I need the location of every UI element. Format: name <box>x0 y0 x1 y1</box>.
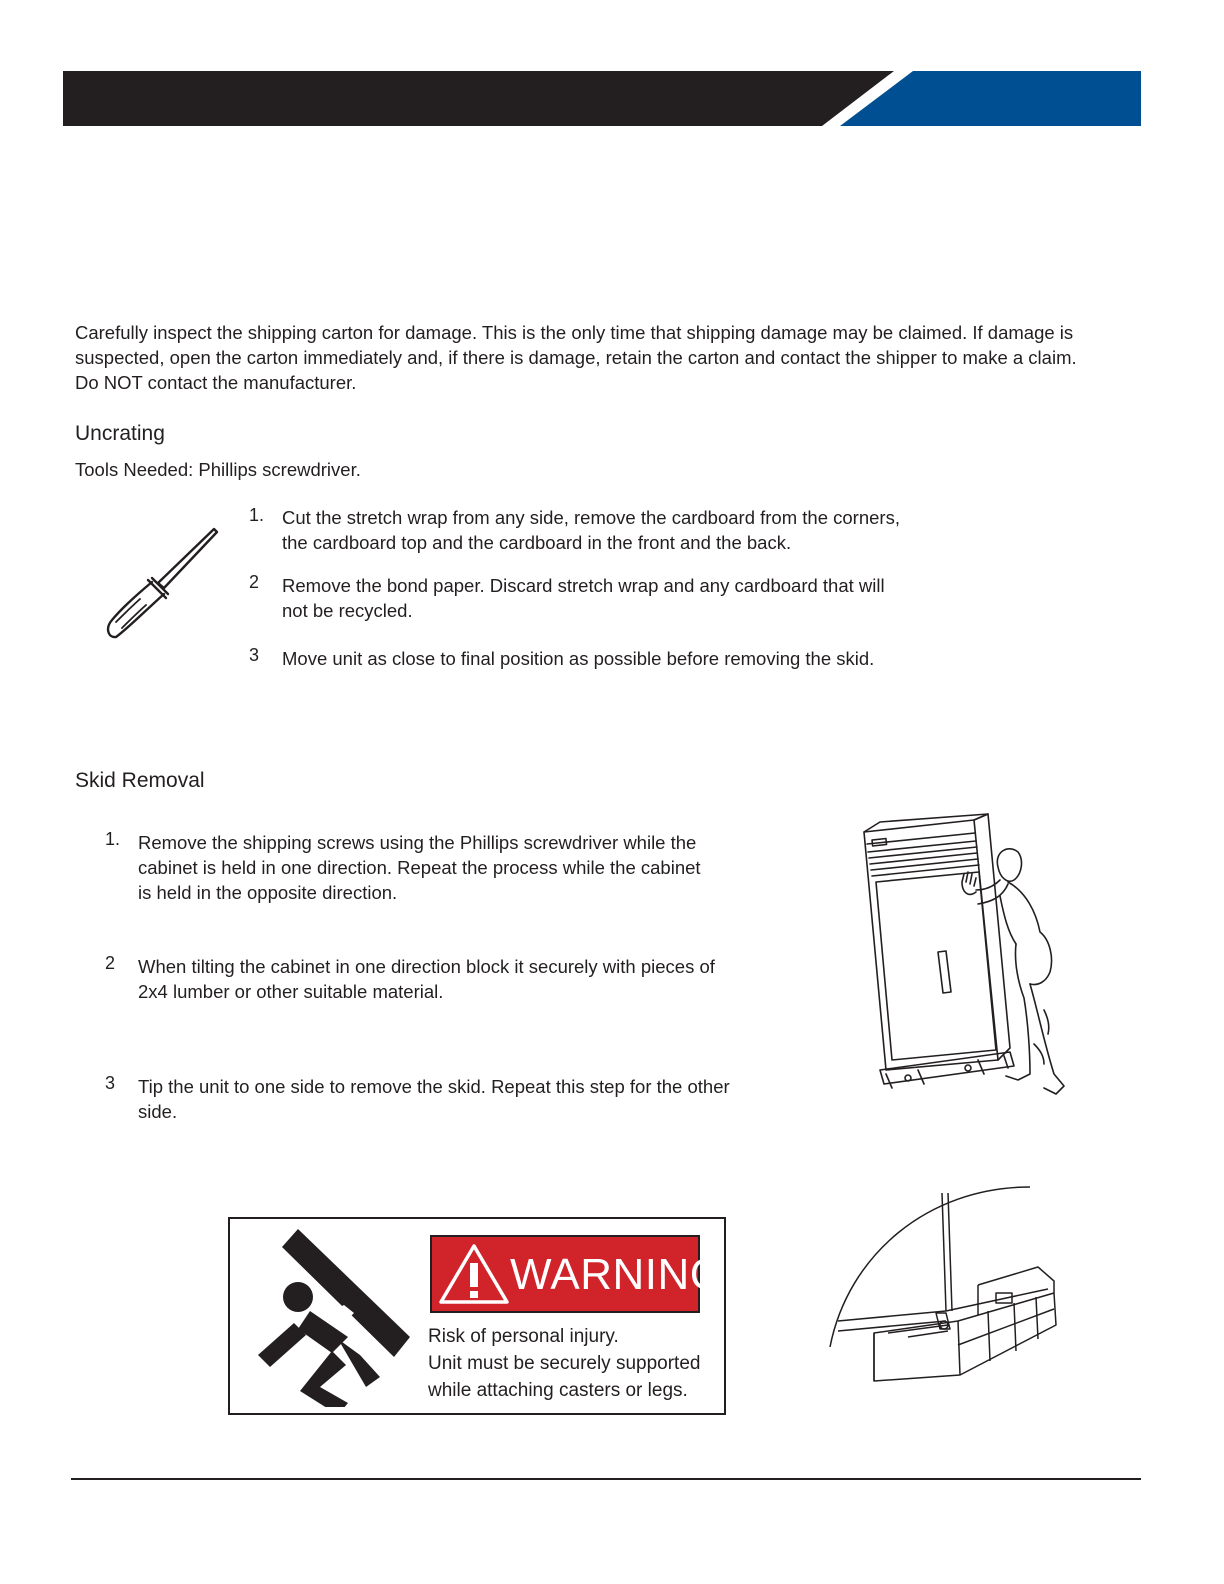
step-line: Tip the unit to one side to remove the skid. Repeat this step for the other <box>138 1076 730 1097</box>
cabinet-tilt-illustration <box>858 812 1073 1102</box>
header-dark-bar <box>63 71 894 126</box>
skid-step-text <box>138 1074 730 1124</box>
skid <box>880 1052 1014 1084</box>
screwdriver-icon <box>100 520 225 645</box>
warning-label <box>430 1235 725 1313</box>
header-blue-bar <box>840 71 1141 126</box>
intro-paragraph <box>75 320 1077 395</box>
step-line: 2x4 lumber or other suitable material. <box>138 981 444 1002</box>
cabinet-right-side <box>974 814 1010 1060</box>
step-line: Remove the bond paper. Discard stretch wrap and any cardboard that will <box>282 575 885 596</box>
person <box>997 849 1021 881</box>
tools-needed: Tools Needed: Phillips screwdriver. <box>75 459 361 480</box>
skid-step-number: 1. <box>105 829 121 849</box>
uncrating-title: Uncrating <box>75 422 165 445</box>
warning-triangle-icon <box>438 1243 510 1305</box>
step-line: not be recycled. <box>282 600 413 621</box>
warning-line: while attaching casters or legs. <box>428 1380 688 1401</box>
intro-line: Carefully inspect the shipping carton for damage. This is the only time that shipping damage may be claimed. If damage is <box>75 322 1074 343</box>
uncrating-step-text <box>282 573 885 623</box>
uncrating-step-number: 3 <box>249 645 260 665</box>
header-band <box>63 71 1141 126</box>
uncrating-step-number: 1. <box>249 505 265 525</box>
intro-line: suspected, open the carton immediately and, if there is damage, retain the carton and contact the shipper to make a claim. <box>75 347 1077 368</box>
footer-rule <box>71 1478 1141 1480</box>
skid-step-number: 2 <box>105 953 116 973</box>
warning-text <box>428 1323 700 1404</box>
warning-line: Risk of personal injury. <box>428 1326 619 1347</box>
crush-hazard-icon <box>240 1227 420 1407</box>
step-line: Move unit as close to final position as possible before removing the skid. <box>282 648 875 669</box>
warning-line: Unit must be securely supported <box>428 1353 701 1374</box>
warning-box <box>228 1217 726 1415</box>
skid-step-text <box>138 954 715 1004</box>
step-line: cabinet is held in one direction. Repeat the process while the cabinet <box>138 857 701 878</box>
step-line: Cut the stretch wrap from any side, remove the cardboard from the corners, <box>282 507 900 528</box>
skid-step-number: 3 <box>105 1073 116 1093</box>
step-line: is held in the opposite direction. <box>138 882 398 903</box>
step-line: side. <box>138 1101 178 1122</box>
uncrating-step-text <box>282 505 900 555</box>
step-line: When tilting the cabinet in one direction block it securely with pieces of <box>138 956 715 977</box>
uncrating-step-number: 2 <box>249 572 260 592</box>
skid-removal-title: Skid Removal <box>75 769 205 792</box>
uncrating-step-text <box>282 646 874 671</box>
warning-word: WARNING <box>510 1250 725 1299</box>
step-line: the cardboard top and the cardboard in the front and the back. <box>282 532 792 553</box>
skid-detail-illustration <box>828 1185 1058 1395</box>
step-line: Remove the shipping screws using the Phillips screwdriver while the <box>138 832 697 853</box>
intro-line: Do NOT contact the manufacturer. <box>75 372 357 393</box>
skid-step-text <box>138 830 701 905</box>
